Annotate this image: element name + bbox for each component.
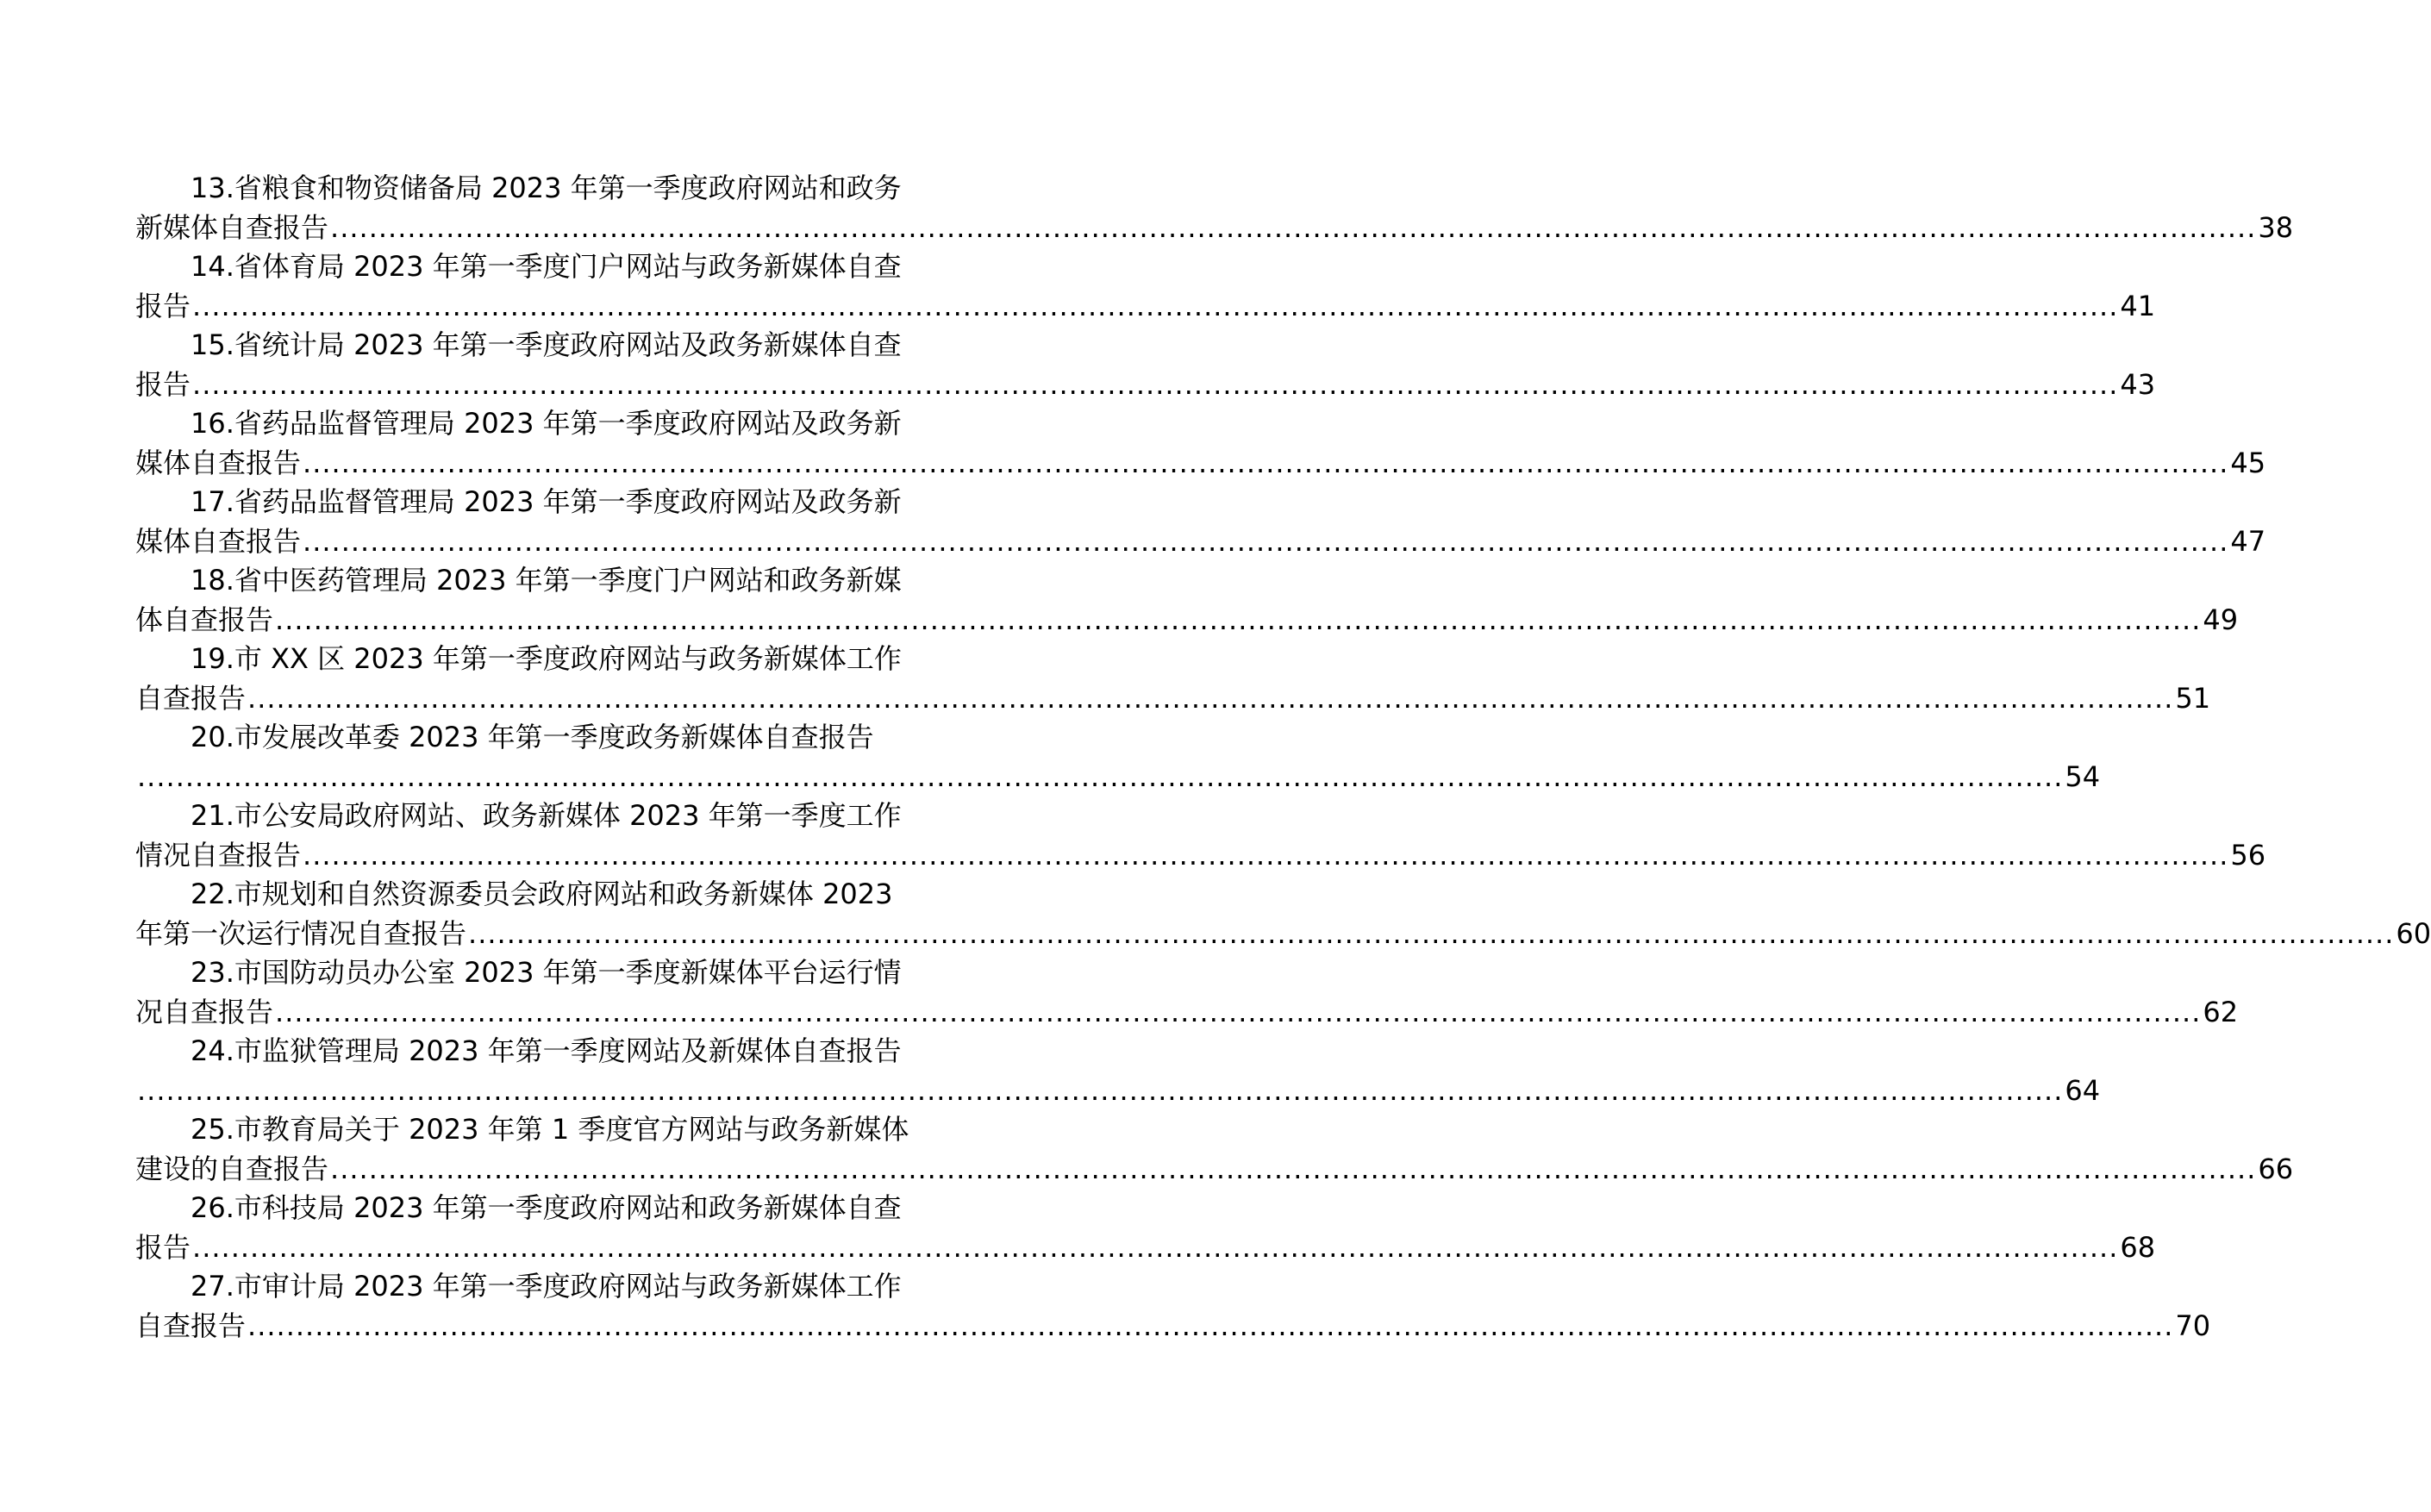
dot-leader: ........................................................................................................................................................................................................ (137, 759, 2064, 793)
toc-entry-title: 27.市审计局 2023 年第一季度政府网站与政务新媒体工作 (191, 1270, 902, 1303)
toc-entry-title-continued: 媒体自查报告 (135, 446, 302, 479)
toc-entry-title-continued: 体自查报告 (135, 603, 274, 636)
toc-page-number: 47 (2230, 524, 2266, 558)
toc-entry-title-continued: 年第一次运行情况自查报告 (135, 916, 467, 950)
toc-entry-title: 20.市发展改革委 2023 年第一季度政务新媒体自查报告 (191, 721, 874, 753)
toc-entry-title: 15.省统计局 2023 年第一季度政府网站及政务新媒体自查 (191, 328, 902, 361)
toc-entry-title-continued: 报告 (135, 367, 191, 401)
dot-leader: ........................................................................................................................................................................................................ (468, 916, 2395, 950)
toc-entry-title-continued: 报告 (135, 1230, 191, 1264)
toc-page-number: 56 (2230, 838, 2266, 872)
toc-entry[interactable] (135, 483, 2266, 561)
toc-entry[interactable] (135, 875, 2431, 953)
toc-entry-leader-line (135, 758, 2101, 797)
toc-entry-leader-line (135, 522, 2266, 562)
toc-entry-title-continued: 媒体自查报告 (135, 524, 302, 558)
toc-entry-leader-line (135, 915, 2431, 954)
dot-leader: ........................................................................................................................................................................................................ (303, 524, 2229, 558)
toc-entry-leader-line (135, 1228, 2156, 1268)
toc-entry-title-continued: 况自查报告 (135, 995, 274, 1028)
toc-entry-leader-line (135, 679, 2211, 719)
toc-page-number: 43 (2120, 367, 2156, 401)
toc-entry-title: 22.市规划和自然资源委员会政府网站和政务新媒体 2023 (191, 878, 893, 910)
toc-entry-title-continued: 情况自查报告 (135, 838, 302, 872)
toc-entry-title-continued: 新媒体自查报告 (135, 210, 329, 244)
dot-leader: ........................................................................................................................................................................................................ (192, 289, 2119, 322)
toc-entry[interactable] (135, 1110, 2294, 1189)
toc-entry-title: 25.市教育局关于 2023 年第 1 季度官方网站与政务新媒体 (191, 1113, 909, 1146)
toc-entry[interactable] (135, 404, 2266, 483)
toc-entry-leader-line (135, 601, 2239, 640)
toc-entry-leader-line (135, 287, 2156, 327)
toc-entry-title-continued: 自查报告 (135, 1309, 247, 1342)
dot-leader: ........................................................................................................................................................................................................ (275, 995, 2202, 1028)
toc-entry[interactable] (135, 247, 2156, 326)
toc-entry-leader-line (135, 1072, 2101, 1111)
toc-page-number: 51 (2175, 681, 2211, 715)
dot-leader: ........................................................................................................................................................................................................ (275, 603, 2202, 636)
dot-leader: ........................................................................................................................................................................................................ (192, 367, 2119, 401)
toc-entry[interactable] (135, 640, 2211, 718)
toc-page-number: 60 (2396, 916, 2431, 950)
toc-entry[interactable] (135, 1032, 2101, 1110)
toc-entry-leader-line (135, 444, 2266, 484)
dot-leader: ........................................................................................................................................................................................................ (247, 1309, 2174, 1342)
table-of-contents (135, 169, 2431, 1346)
toc-page-number: 70 (2175, 1309, 2211, 1342)
toc-entry-title-continued: 报告 (135, 289, 191, 322)
toc-page-number: 68 (2120, 1230, 2156, 1264)
toc-entry-title-continued: 自查报告 (135, 681, 247, 715)
dot-leader: ........................................................................................................................................................................................................ (247, 681, 2174, 715)
toc-page-number: 62 (2203, 995, 2239, 1028)
toc-entry-title: 13.省粮食和物资储备局 2023 年第一季度政府网站和政务 (191, 172, 902, 204)
toc-entry-leader-line (135, 1307, 2211, 1346)
toc-entry[interactable] (135, 326, 2156, 404)
dot-leader: ........................................................................................................................................................................................................ (330, 210, 2257, 244)
toc-page-number: 41 (2120, 289, 2156, 322)
toc-entry-leader-line (135, 1150, 2294, 1190)
toc-entry-title: 16.省药品监督管理局 2023 年第一季度政府网站及政务新 (191, 407, 902, 440)
toc-page-number: 45 (2230, 446, 2266, 479)
toc-entry-leader-line (135, 836, 2266, 876)
toc-entry[interactable] (135, 1267, 2211, 1346)
toc-page-number: 54 (2065, 759, 2101, 793)
toc-page-number: 64 (2065, 1073, 2101, 1107)
toc-page-number: 49 (2203, 603, 2239, 636)
dot-leader: ........................................................................................................................................................................................................ (303, 446, 2229, 479)
toc-entry[interactable] (135, 718, 2101, 797)
toc-entry-title: 19.市 XX 区 2023 年第一季度政府网站与政务新媒体工作 (191, 642, 902, 675)
dot-leader: ........................................................................................................................................................................................................ (303, 838, 2229, 872)
dot-leader: ........................................................................................................................................................................................................ (192, 1230, 2119, 1264)
toc-entry[interactable] (135, 953, 2239, 1032)
toc-entry-leader-line (135, 993, 2239, 1033)
toc-entry[interactable] (135, 1189, 2156, 1267)
toc-entry-title: 26.市科技局 2023 年第一季度政府网站和政务新媒体自查 (191, 1191, 902, 1224)
toc-entry-title: 24.市监狱管理局 2023 年第一季度网站及新媒体自查报告 (191, 1034, 902, 1067)
toc-entry-title: 18.省中医药管理局 2023 年第一季度门户网站和政务新媒 (191, 564, 902, 597)
toc-entry-title: 23.市国防动员办公室 2023 年第一季度新媒体平台运行情 (191, 956, 902, 989)
toc-page-number: 38 (2258, 210, 2294, 244)
toc-entry-leader-line (135, 209, 2294, 248)
dot-leader: ........................................................................................................................................................................................................ (137, 1073, 2064, 1107)
toc-entry[interactable] (135, 797, 2266, 875)
toc-entry[interactable] (135, 169, 2294, 247)
toc-entry-title: 17.省药品监督管理局 2023 年第一季度政府网站及政务新 (191, 485, 902, 518)
toc-entry-title-continued: 建设的自查报告 (135, 1152, 329, 1185)
toc-entry[interactable] (135, 561, 2239, 640)
dot-leader: ........................................................................................................................................................................................................ (330, 1152, 2257, 1185)
toc-entry-title: 21.市公安局政府网站、政务新媒体 2023 年第一季度工作 (191, 799, 902, 832)
toc-entry-title: 14.省体育局 2023 年第一季度门户网站与政务新媒体自查 (191, 250, 902, 283)
toc-page-number: 66 (2258, 1152, 2294, 1185)
toc-entry-leader-line (135, 366, 2156, 405)
